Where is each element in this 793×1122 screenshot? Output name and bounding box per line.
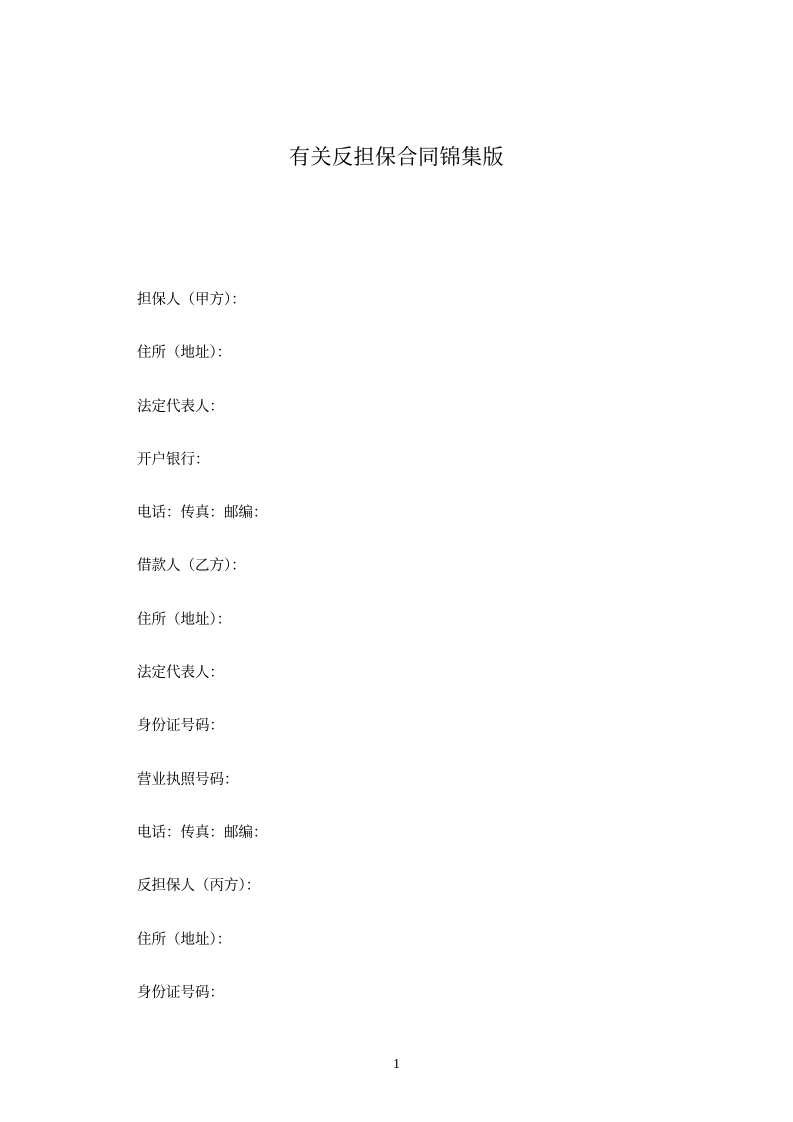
field-counter-guarantor-id-number: 身份证号码： (137, 984, 224, 1001)
field-counter-guarantor-address: 住所（地址）： (137, 931, 232, 948)
field-guarantor-contact: 电话：传真：邮编： (137, 505, 268, 522)
field-borrower-license-number: 营业执照号码： (137, 771, 239, 788)
field-borrower-contact: 电话：传真：邮编： (137, 824, 268, 841)
field-borrower-legal-representative: 法定代表人： (137, 665, 224, 682)
field-borrower-id-number: 身份证号码： (137, 718, 224, 735)
field-borrower-address: 住所（地址）： (137, 611, 232, 628)
field-guarantor-legal-representative: 法定代表人： (137, 398, 224, 415)
field-guarantor-bank: 开户银行： (137, 451, 210, 468)
page-number: 1 (393, 1057, 400, 1072)
field-borrower: 借款人（乙方）： (137, 558, 246, 575)
field-guarantor: 担保人（甲方）： (137, 292, 246, 308)
field-counter-guarantor: 反担保人（丙方）： (137, 878, 261, 895)
document-title: 有关反担保合同锦集版 (289, 145, 504, 169)
field-guarantor-address: 住所（地址）： (137, 345, 232, 362)
party-info-fields (137, 289, 268, 1035)
